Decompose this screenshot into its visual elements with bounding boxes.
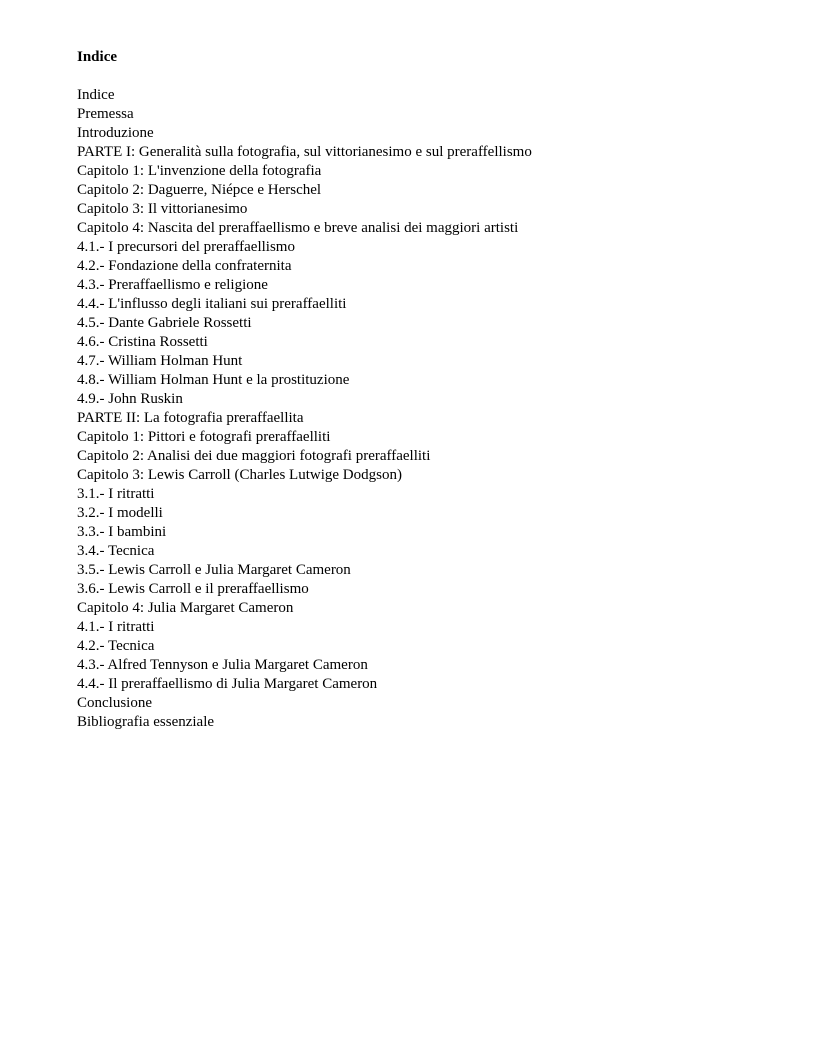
toc-entry: Premessa [77, 106, 134, 122]
toc-entry: PARTE I: Generalità sulla fotografia, sul vittorianesimo e sul preraffellismo [77, 144, 532, 160]
toc-entry: 4.3.- Alfred Tennyson e Julia Margaret Cameron [77, 657, 368, 673]
toc-entry: 3.2.- I modelli [77, 505, 163, 521]
toc-entry: 4.1.- I precursori del preraffaellismo [77, 239, 295, 255]
toc-entry: Indice [77, 87, 115, 103]
page-title: Indice [77, 49, 118, 65]
toc-entry: 4.9.- John Ruskin [77, 391, 183, 407]
toc-entry: Capitolo 2: Daguerre, Niépce e Herschel [77, 182, 322, 198]
toc-entry: 3.4.- Tecnica [77, 543, 155, 559]
toc-entry: 4.5.- Dante Gabriele Rossetti [77, 315, 252, 331]
toc-entry: Capitolo 2: Analisi dei due maggiori fotografi preraffaelliti [77, 448, 431, 464]
toc-entry: Capitolo 4: Nascita del preraffaellismo e breve analisi dei maggiori artisti [77, 220, 519, 236]
toc-entry: PARTE II: La fotografia preraffaellita [77, 410, 304, 426]
toc-entry: 3.6.- Lewis Carroll e il preraffaellismo [77, 581, 309, 597]
toc-entry: 4.6.- Cristina Rossetti [77, 334, 208, 350]
toc-entry: 4.2.- Fondazione della confraternita [77, 258, 292, 274]
toc-entry: 4.1.- I ritratti [77, 619, 155, 635]
toc-entry: 4.8.- William Holman Hunt e la prostituzione [77, 372, 350, 388]
toc-entry: Capitolo 3: Il vittorianesimo [77, 201, 248, 217]
toc-entry: Capitolo 1: L'invenzione della fotografia [77, 163, 322, 179]
toc-entry: 4.7.- William Holman Hunt [77, 353, 243, 369]
toc-entry: 4.3.- Preraffaellismo e religione [77, 277, 268, 293]
table-of-contents [77, 86, 532, 732]
toc-entry: 3.3.- I bambini [77, 524, 167, 540]
toc-entry: 3.1.- I ritratti [77, 486, 155, 502]
toc-entry: Introduzione [77, 125, 154, 141]
toc-entry: Capitolo 4: Julia Margaret Cameron [77, 600, 294, 616]
toc-entry: Capitolo 3: Lewis Carroll (Charles Lutwige Dodgson) [77, 467, 402, 483]
toc-entry: 4.2.- Tecnica [77, 638, 155, 654]
toc-entry: Conclusione [77, 695, 152, 711]
toc-entry: Capitolo 1: Pittori e fotografi preraffaelliti [77, 429, 331, 445]
toc-entry: 4.4.- Il preraffaellismo di Julia Margaret Cameron [77, 676, 378, 692]
toc-entry: 3.5.- Lewis Carroll e Julia Margaret Cameron [77, 562, 351, 578]
toc-entry: Bibliografia essenziale [77, 714, 215, 730]
toc-entry: 4.4.- L'influsso degli italiani sui preraffaelliti [77, 296, 347, 312]
